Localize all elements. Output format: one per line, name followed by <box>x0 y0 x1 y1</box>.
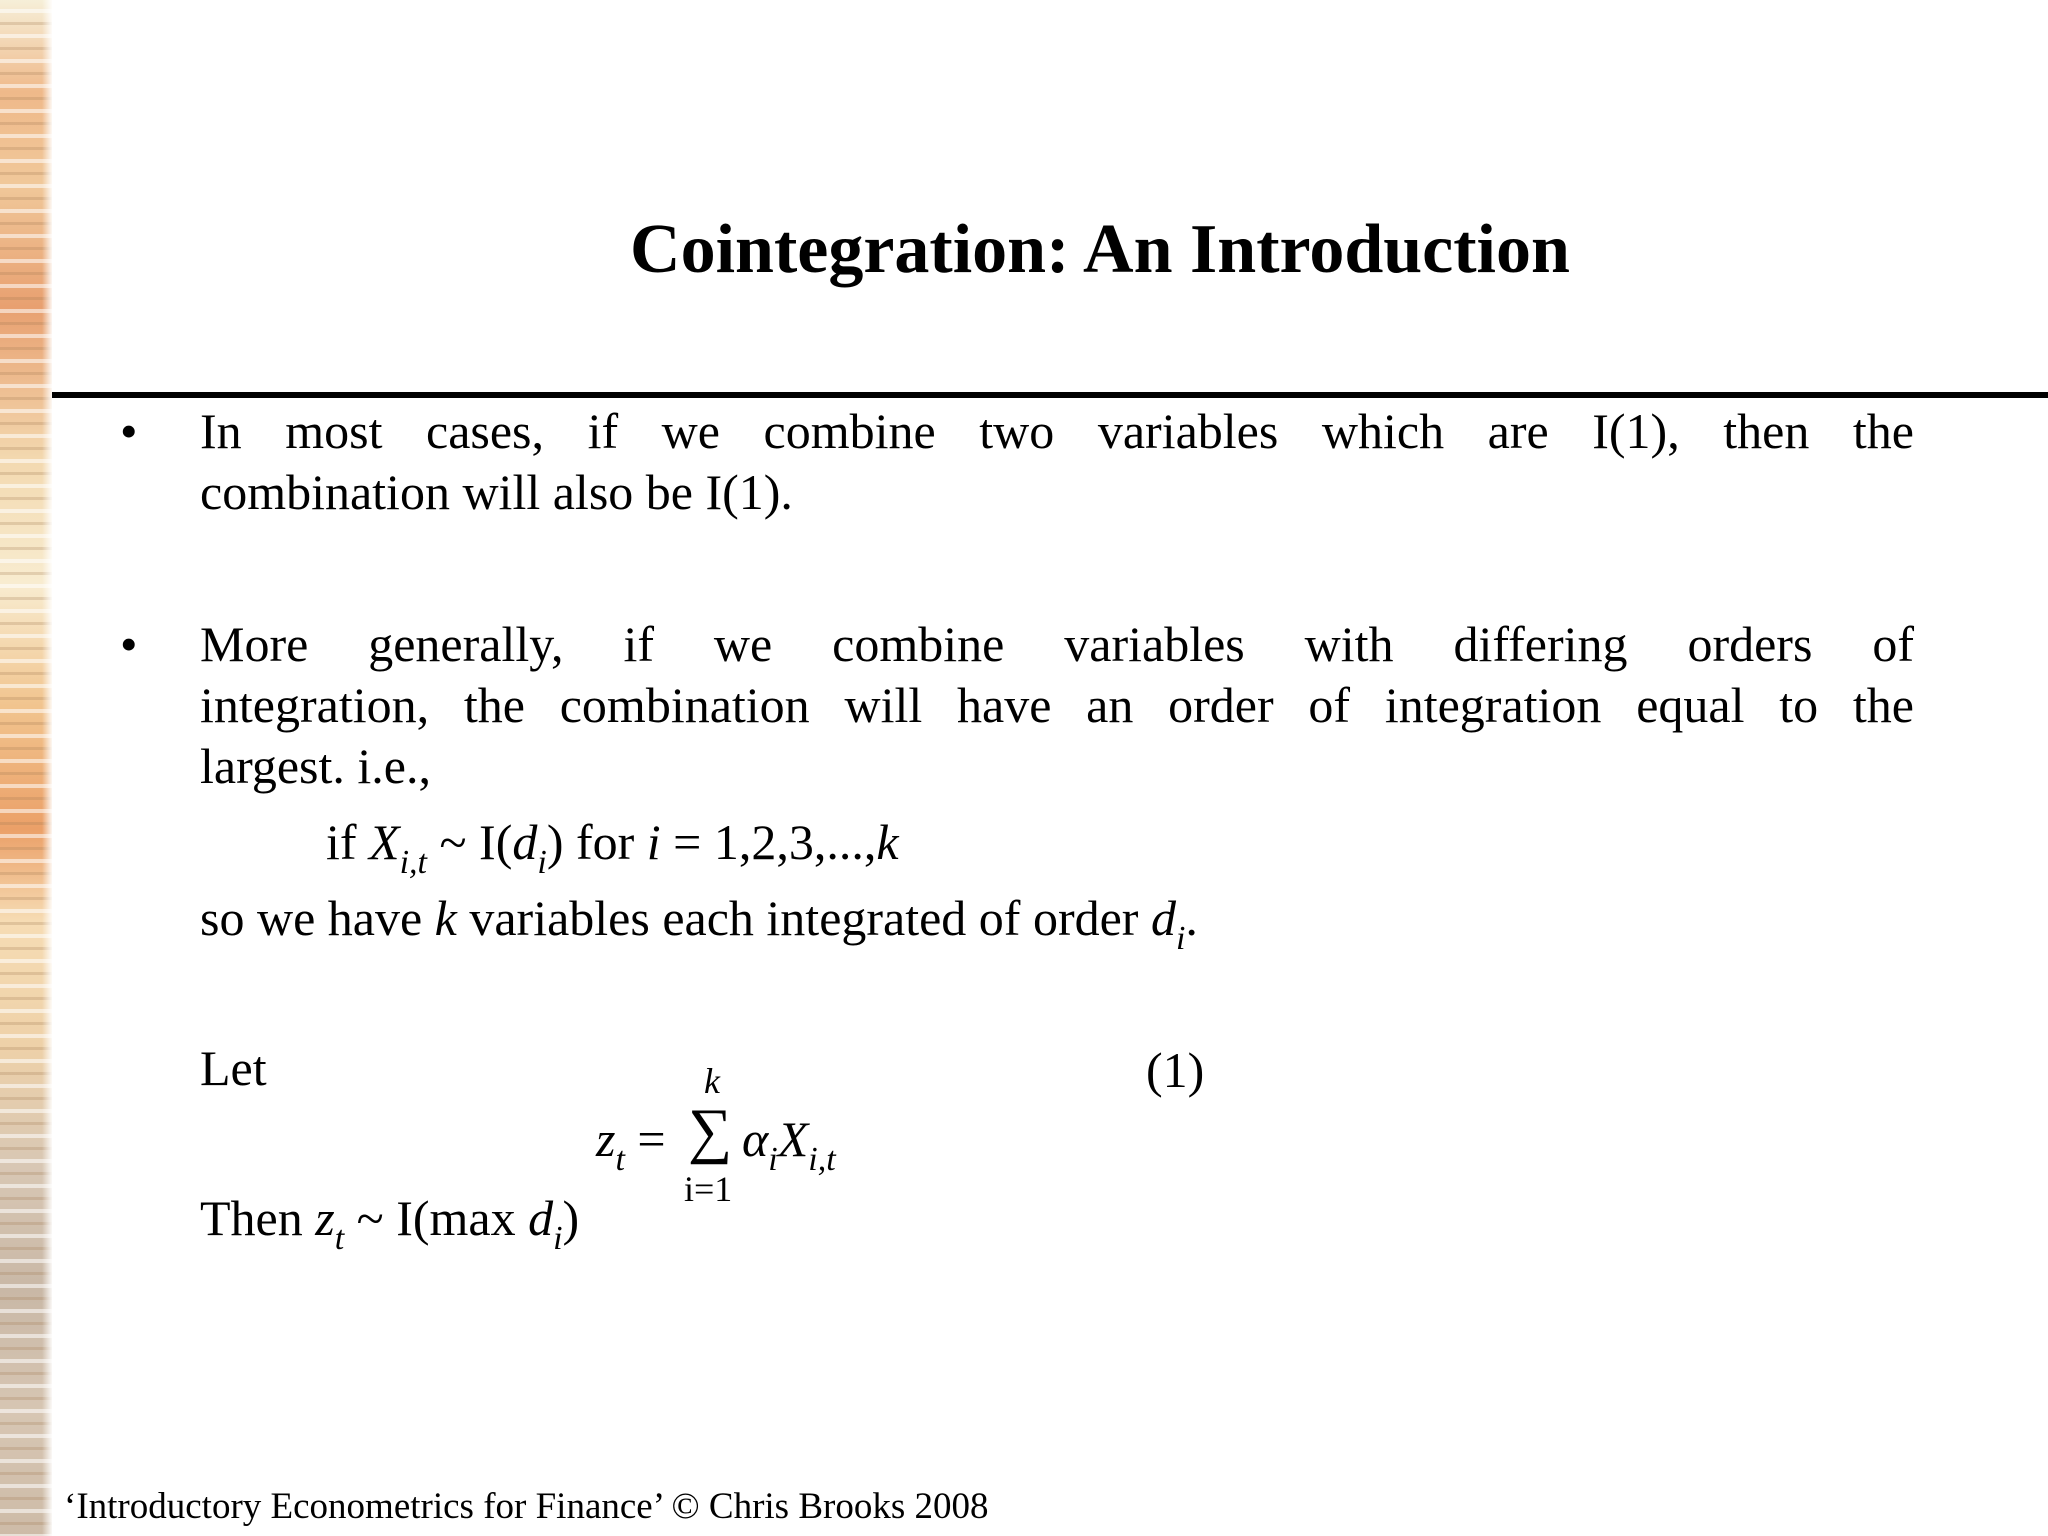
so-d: d <box>1150 890 1176 946</box>
condition-line <box>326 812 899 881</box>
equation-lhs <box>596 1110 666 1178</box>
bullet-1-text <box>200 401 1914 523</box>
title-divider <box>52 392 2048 398</box>
sigma-symbol: ∑ <box>688 1097 733 1165</box>
decorative-side-strip <box>0 0 52 1536</box>
equation-number: (1) <box>1146 1042 1205 1098</box>
equation-x-sub: i,t <box>808 1141 836 1178</box>
bullet-1-line-2: combination will also be I(1). <box>200 464 793 520</box>
condition-var-sub: i,t <box>399 844 427 881</box>
then-end: ) <box>562 1190 580 1246</box>
bullet-2-line-2: integration, the combination will have an order of integration equal to the <box>200 677 1914 733</box>
bullet-1-line-1: In most cases, if we combine two variables which are I(1), then the <box>200 403 1914 459</box>
so-end: . <box>1185 890 1198 946</box>
condition-equals: = 1,2,3,..., <box>660 814 877 870</box>
summation-equation <box>596 1060 876 1220</box>
equation-equals: = <box>624 1111 666 1167</box>
condition-close-for: ) for <box>546 814 647 870</box>
let-label: Let <box>200 1040 267 1096</box>
bullet-marker-1: • <box>120 403 138 459</box>
condition-middle: ~ I( <box>427 814 513 870</box>
equation-z-sub: t <box>615 1141 625 1178</box>
equation-x: X <box>777 1111 809 1167</box>
sum-upper-limit: k <box>704 1061 720 1101</box>
then-d: d <box>528 1190 554 1246</box>
condition-d: d <box>512 814 538 870</box>
bullet-2-line-3: largest. i.e., <box>200 738 431 794</box>
condition-prefix: if <box>326 814 370 870</box>
then-line <box>200 1188 580 1257</box>
equation-alpha-sub: i <box>768 1141 778 1178</box>
so-d-sub: i <box>1175 920 1186 957</box>
then-z: z <box>315 1190 335 1246</box>
condition-d-sub: i <box>537 844 547 881</box>
slide-title: Cointegration: An Introduction <box>630 211 1570 288</box>
equation-rhs <box>742 1110 836 1178</box>
bullet-2-line-1: More generally, if we combine variables with differing orders of <box>200 616 1914 672</box>
equation-z: z <box>596 1111 616 1167</box>
condition-k: k <box>876 814 899 870</box>
equation-alpha: α <box>742 1111 769 1167</box>
condition-var: X <box>369 814 400 870</box>
then-z-sub: t <box>334 1220 345 1257</box>
condition-i: i <box>646 814 661 870</box>
then-prefix: Then <box>200 1190 316 1246</box>
bullet-2-text <box>200 614 1914 797</box>
sum-lower-limit: i=1 <box>684 1169 733 1209</box>
bullet-marker-2: • <box>120 616 138 672</box>
so-k: k <box>434 890 457 946</box>
so-prefix: so we have <box>200 890 435 946</box>
so-middle: variables each integrated of order <box>456 890 1151 946</box>
then-middle: ~ I(max <box>344 1190 529 1246</box>
so-we-have-line <box>200 888 1198 957</box>
footer-copyright: ‘Introductory Econometrics for Finance’ © Chris Brooks 2008 <box>64 1486 989 1527</box>
then-d-sub: i <box>553 1220 563 1257</box>
